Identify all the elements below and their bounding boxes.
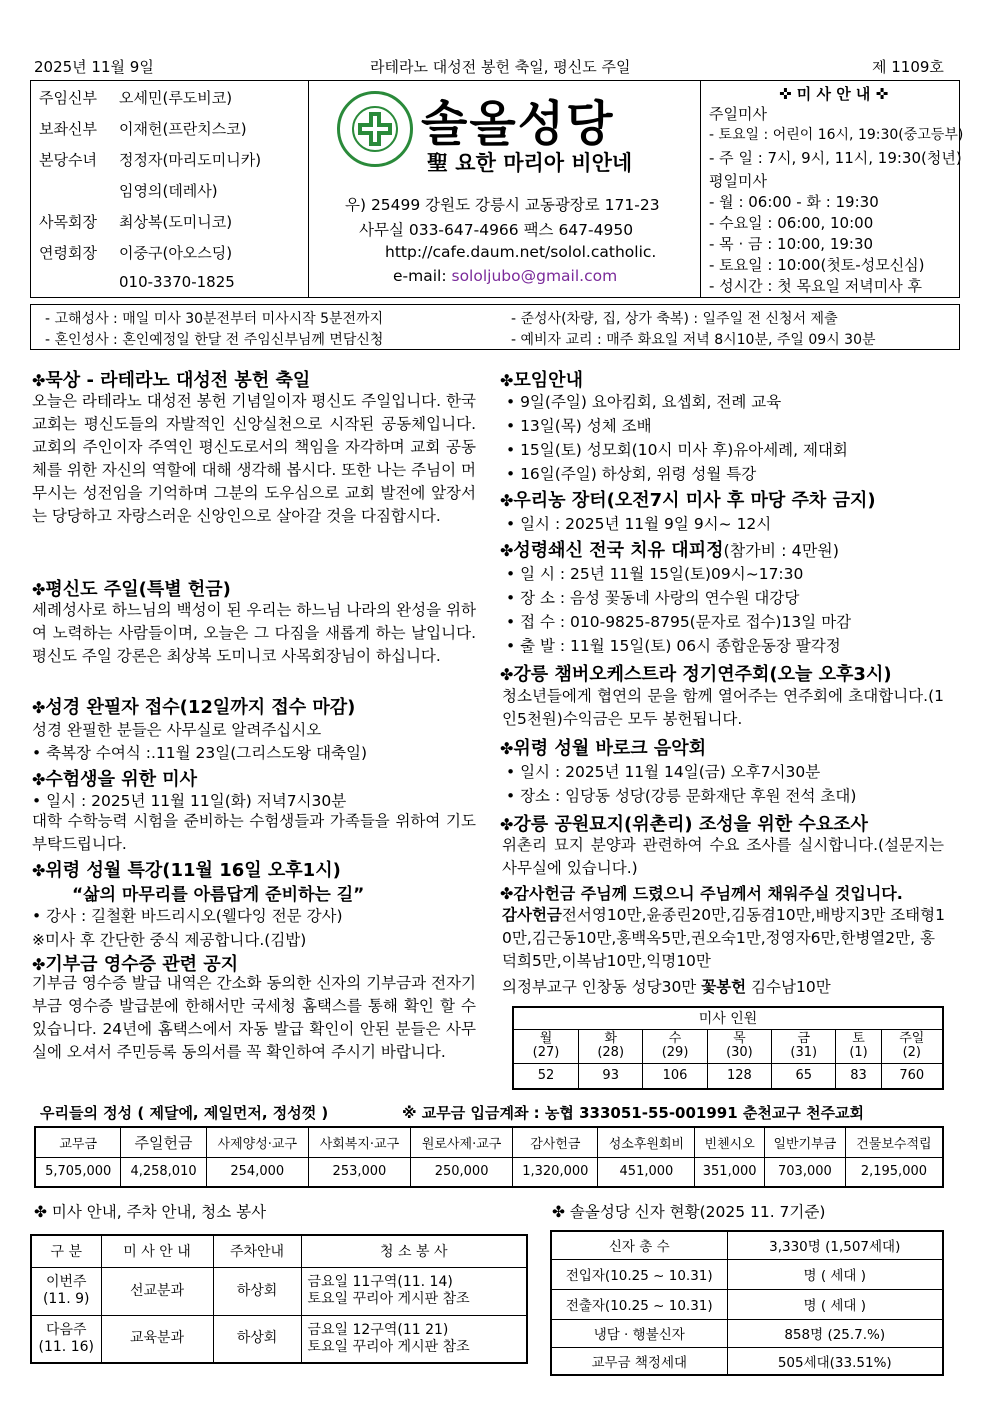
- section-title: ✤강릉 챔버오케스트라 정기연주회(오늘 오후3시): [500, 664, 892, 685]
- cross-bullet-icon: ✤: [500, 491, 514, 510]
- section-title: ✤묵상 - 라테라노 대성전 봉헌 축일: [32, 370, 311, 391]
- parish-logo: [337, 91, 413, 167]
- duty-mass: 교육분과: [101, 1315, 213, 1363]
- section-title: ✤강릉 공원묘지(위촌리) 조성을 위한 수요조사: [500, 814, 868, 835]
- offering-header: 사제양성·교구: [206, 1127, 308, 1157]
- lecture-subtitle: “삶의 마무리를 아름답게 준비하는 길”: [72, 885, 365, 905]
- mass-line: - 수요일 : 06:00, 10:00: [709, 214, 874, 232]
- cafe-link[interactable]: http://cafe.daum.net/solol.catholic.: [385, 243, 657, 261]
- section-title: ✤위령 성월 특강(11월 16일 오후1시): [32, 860, 341, 881]
- meeting-item: • 16일(주일) 하상회, 위령 성월 특강: [506, 465, 757, 483]
- notice-marriage: - 혼인성사 : 혼인예정일 한달 전 주임신부님께 면담신청: [45, 332, 384, 348]
- duty-week: 다음주 (11. 16): [31, 1315, 101, 1363]
- mass-line: - 주 일 : 7시, 9시, 11시, 19:30(청년): [709, 149, 962, 167]
- staff-row: 임영의(데레사): [119, 182, 218, 200]
- email-line: e-mail: sololjubo@gmail.com: [393, 267, 618, 285]
- attendance-count: 52: [513, 1063, 579, 1089]
- offering-value: 254,000: [206, 1157, 308, 1187]
- cross-bullet-icon: ✤: [32, 698, 46, 717]
- members-value: 505세대(33.51%): [727, 1347, 943, 1375]
- offering-value: 253,000: [308, 1157, 410, 1187]
- parish-patron: 聖 요한 마리아 비안네: [427, 151, 633, 175]
- meeting-item: • 15일(토) 성모회(10시 미사 후)유아세례, 제대회: [506, 441, 848, 459]
- section-title: ✤감사헌금 주님께 드렸으니 주님께서 채워주실 것입니다.: [500, 884, 903, 903]
- offering-title: 우리들의 정성 ( 제달에, 제일먼저, 정성껏 ): [40, 1104, 329, 1122]
- masthead: [30, 80, 964, 298]
- offering-value: 5,705,000: [35, 1157, 121, 1187]
- duty-header: 미 사 안 내: [101, 1235, 213, 1267]
- attendance-table: [512, 1006, 944, 1090]
- donation-receipt-text: 기부금 영수증 발급 내역은 간소화 동의한 신자의 기부금과 전자기부금 영수증 발급분에 한해서만 국세청 홈택스를 통해 확인 할 수 있습니다. 24년에 홈택스에서 자동 발급 확인이 안된 분들은 사무실에 오셔서 주민등록 동의서를 꼭 확인하여 주시기 바랍니다.: [32, 974, 476, 1061]
- staff-row: 보좌신부 이재헌(프란치스코): [39, 120, 247, 138]
- retreat-item: • 출 발 : 11월 15일(토) 06시 종합운동장 팔각정: [506, 637, 841, 655]
- baroque-item: • 일시 : 2025년 11월 14일(금) 오후7시30분: [506, 763, 821, 781]
- members-value: 3,330명 (1,507세대): [727, 1231, 943, 1259]
- cross-bullet-icon: ✤: [500, 815, 514, 834]
- members-table: [550, 1230, 944, 1376]
- parish-name: 솔올성당: [421, 96, 615, 152]
- offering-table: [34, 1126, 944, 1188]
- cross-bullet-icon: ✤: [500, 884, 514, 903]
- cross-bullet-icon: ✜: [870, 85, 889, 103]
- section-title: ✤위령 성월 바로크 음악회: [500, 738, 707, 759]
- cross-bullet-icon: ✤: [552, 1203, 570, 1221]
- duty-parking: 하상회: [213, 1267, 301, 1315]
- cross-bullet-icon: ✤: [32, 580, 46, 599]
- notice-catechumen: - 예비자 교리 : 매주 화요일 저녁 8시10분, 주일 09시 30분: [511, 332, 876, 348]
- feast-title: 라테라노 대성전 봉헌 축일, 평신도 주일: [370, 58, 631, 76]
- section-title: ✤평신도 주일(특별 헌금): [32, 579, 231, 600]
- section-title: ✤성령쇄신 전국 치유 대피정(참가비 : 4만원): [500, 540, 839, 561]
- bible-copy-text: 성경 완필한 분들은 사무실로 알려주십시오: [32, 721, 322, 739]
- attendance-count: 106: [643, 1063, 707, 1089]
- mass-line: - 월 : 06:00 - 화 : 19:30: [709, 193, 879, 211]
- retreat-item: • 접 수 : 010-9825-8795(문자로 접수)13일 마감: [506, 613, 852, 631]
- attendance-title: 미사 인원: [513, 1007, 943, 1029]
- email-link[interactable]: sololjubo@gmail.com: [451, 267, 618, 285]
- bible-copy-ceremony: • 축복장 수여식 :.11월 23일(그리스도왕 대축일): [32, 744, 368, 762]
- offering-value: 1,320,000: [513, 1157, 598, 1187]
- exam-mass-text: 대학 수학능력 시험을 준비하는 수험생들과 가족들을 위하여 기도 부탁드립니다.: [32, 812, 476, 853]
- members-label: 전입자(10.25 ~ 10.31): [551, 1259, 727, 1289]
- offering-header: 성소후원회비: [598, 1127, 695, 1157]
- attendance-count: 760: [881, 1063, 943, 1089]
- cross-bullet-icon: ✤: [500, 665, 514, 684]
- attendance-day: 월 (27): [513, 1029, 579, 1063]
- attendance-day: 수 (29): [643, 1029, 707, 1063]
- mass-schedule-title: ✜ 미 사 안 내 ✜: [779, 85, 889, 103]
- meeting-item: • 13일(목) 성체 조배: [506, 417, 652, 435]
- staff-row: 본당수녀 정정자(마리도미니카): [39, 151, 262, 169]
- notice-confession: - 고해성사 : 매일 미사 30분전부터 미사시작 5분전까지: [45, 311, 384, 327]
- offering-header: 교무금: [35, 1127, 121, 1157]
- cemetery-text: 위촌리 묘지 분양과 관련하여 수요 조사를 실시합니다.(설문지는 사무실에 있습니다.): [502, 836, 944, 877]
- issue-date: 2025년 11월 9일: [34, 58, 154, 76]
- cross-bullet-icon: ✤: [500, 739, 514, 758]
- section-title: ✤기부금 영수증 관련 공지: [32, 954, 239, 975]
- concert-text: 청소년들에게 협연의 문을 함께 열어주는 연주회에 초대합니다.(1인5천원)수익금은 모두 봉헌됩니다.: [502, 687, 944, 728]
- offering-header: 원로사제·교구: [411, 1127, 513, 1157]
- cross-logo-icon: [340, 94, 410, 164]
- retreat-item: • 장 소 : 음성 꽃동네 사랑의 연수원 대강당: [506, 589, 800, 607]
- duty-week: 이번주 (11. 9): [31, 1267, 101, 1315]
- members-label: 신자 총 수: [551, 1231, 727, 1259]
- staff-list: [31, 81, 309, 297]
- header: [30, 52, 960, 78]
- retreat-item: • 일 시 : 25년 11월 15일(토)09시~17:30: [506, 565, 804, 583]
- meditation-text: 오늘은 라테라노 대성전 봉헌 기념일이자 평신도 주일입니다. 한국 교회는 평신도들의 자발적인 신앙실천으로 시작된 공동체입니다. 교회의 주인이자 주역인 평신도로서의 책임을 자각하며 교회 공동체를 위한 자신의 역할에 대해 생각해 봅시다. 또한 나는 주님이 머무시는 성전임을 기억하며 그분의 도우심으로 교회 발전에 앞장서는 당당하고 자랑스러운 신앙인으로 살아갈 것을 다짐합시다.: [32, 392, 476, 525]
- offering-value: 703,000: [764, 1157, 845, 1187]
- attendance-count: 65: [772, 1063, 836, 1089]
- members-value: 명 ( 세대 ): [727, 1259, 943, 1289]
- exam-mass-time: • 일시 : 2025년 11월 11일(화) 저녁7시30분: [32, 792, 347, 810]
- section-title: ✤수험생을 위한 미사: [32, 769, 198, 790]
- duty-table: [30, 1234, 528, 1364]
- mass-line: 주일미사: [709, 105, 767, 123]
- section-title: ✤성경 완필자 접수(12일까지 접수 마감): [32, 697, 356, 718]
- mass-line: - 목 · 금 : 10:00, 19:30: [709, 235, 874, 253]
- offering-value: 451,000: [598, 1157, 695, 1187]
- attendance-day: 금 (31): [772, 1029, 836, 1063]
- attendance-count: 83: [836, 1063, 881, 1089]
- cross-bullet-icon: ✤: [500, 371, 514, 390]
- flower-offering: 의정부교구 인창동 성당30만 꽃봉헌 김수남10만: [502, 978, 831, 996]
- parish-info: [309, 81, 701, 297]
- attendance-day: 토 (1): [836, 1029, 881, 1063]
- staff-row: 010-3370-1825: [119, 273, 235, 291]
- baroque-item: • 장소 : 임당동 성당(강릉 문화재단 후원 전석 초대): [506, 787, 857, 805]
- section-title: ✤우리농 장터(오전7시 미사 후 마당 주차 금지): [500, 490, 876, 511]
- lecture-lunch: ※미사 후 간단한 중식 제공합니다.(김밥): [32, 931, 307, 949]
- mass-line: 평일미사: [709, 172, 767, 190]
- duty-cleaning: 금요일 12구역(11 21) 토요일 꾸리아 게시판 참조: [301, 1315, 527, 1363]
- mass-line: - 성시간 : 첫 목요일 저녁미사 후: [709, 277, 922, 295]
- notice-blessing: - 준성사(차량, 집, 상가 축복) : 일주일 전 신청서 제출: [511, 311, 838, 327]
- mass-line: - 토요일 : 10:00(첫토-성모신심): [709, 256, 925, 274]
- duty-header: 구 분: [31, 1235, 101, 1267]
- laity-sunday-text: 세례성사로 하느님의 백성이 된 우리는 하느님 나라의 완성을 위하여 노력하는 사람들이며, 오늘은 그 다짐을 새롭게 하는 날입니다. 평신도 주일 강론은 최상복 도미니코 사목회장님이 하십니다.: [32, 601, 476, 665]
- phone: 사무실 033-647-4966 팩스 647-4950: [359, 221, 634, 239]
- duty-title: ✤ 미사 안내, 주차 안내, 청소 봉사: [34, 1203, 267, 1221]
- members-label: 냉담 · 행불신자: [551, 1319, 727, 1347]
- staff-row: 주임신부 오세민(루도비코): [39, 89, 233, 107]
- lecture-speaker: • 강사 : 길철환 바드리시오(웰다잉 전문 강사): [32, 907, 343, 925]
- cross-bullet-icon: ✤: [34, 1203, 52, 1221]
- sacrament-notices: [30, 304, 960, 350]
- staff-row: 사목회장 최상복(도미니코): [39, 213, 233, 231]
- offering-value: 4,258,010: [121, 1157, 206, 1187]
- thanks-offering-list: 감사헌금전서영10만,윤종린20만,김동겸10만,배방지3만 조태형10만,김근동10만,홍백옥5만,권오숙1만,정영자6만,한병열2만, 홍덕희5만,이복남10만,익명10만: [502, 906, 945, 970]
- mass-schedule: [701, 81, 964, 297]
- attendance-count: 93: [579, 1063, 643, 1089]
- attendance-day: 화 (28): [579, 1029, 643, 1063]
- duty-header: 주차안내: [213, 1235, 301, 1267]
- attendance-count: 128: [707, 1063, 771, 1089]
- members-title: ✤ 솔올성당 신자 현황(2025 11. 7기준): [552, 1203, 826, 1221]
- offering-header: 사회복지·교구: [308, 1127, 410, 1157]
- attendance-day: 목 (30): [707, 1029, 771, 1063]
- duty-cleaning: 금요일 11구역(11. 14) 토요일 꾸리아 게시판 참조: [301, 1267, 527, 1315]
- cross-bullet-icon: ✤: [32, 770, 46, 789]
- cross-bullet-icon: ✤: [32, 861, 46, 880]
- members-value: 858명 (25.7.%): [727, 1319, 943, 1347]
- offering-account: ※ 교무금 입금계좌 : 농협 333051-55-001991 춘천교구 천주교회: [402, 1104, 865, 1122]
- members-label: 교무금 책정세대: [551, 1347, 727, 1375]
- meeting-item: • 9일(주일) 요아킴회, 요셉회, 전례 교육: [506, 393, 782, 411]
- offering-header: 감사헌금: [513, 1127, 598, 1157]
- address: 우) 25499 강원도 강릉시 교동광장로 171-23: [345, 196, 660, 214]
- duty-mass: 선교분과: [101, 1267, 213, 1315]
- market-time: • 일시 : 2025년 11월 9일 9시~ 12시: [506, 515, 772, 533]
- issue-number: 제 1109호: [872, 58, 944, 76]
- offering-header: 일반기부금: [764, 1127, 845, 1157]
- offering-value: 2,195,000: [845, 1157, 943, 1187]
- duty-parking: 하상회: [213, 1315, 301, 1363]
- duty-header: 청 소 봉 사: [301, 1235, 527, 1267]
- offering-value: 250,000: [411, 1157, 513, 1187]
- offering-header: 빈첸시오: [695, 1127, 765, 1157]
- offering-header: 건물보수적립: [845, 1127, 943, 1157]
- members-label: 전출자(10.25 ~ 10.31): [551, 1289, 727, 1319]
- cross-bullet-icon: ✜: [779, 85, 797, 103]
- staff-row: 연령회장 이중구(아오스딩): [39, 244, 233, 262]
- attendance-day: 주일 (2): [881, 1029, 943, 1063]
- cross-bullet-icon: ✤: [500, 541, 514, 560]
- members-value: 명 ( 세대 ): [727, 1289, 943, 1319]
- cross-bullet-icon: ✤: [32, 371, 46, 390]
- mass-line: - 토요일 : 어린이 16시, 19:30(중고등부): [709, 127, 964, 143]
- section-title: ✤모임안내: [500, 370, 583, 391]
- offering-header: 주일헌금: [121, 1127, 206, 1157]
- cross-bullet-icon: ✤: [32, 955, 46, 974]
- offering-value: 351,000: [695, 1157, 765, 1187]
